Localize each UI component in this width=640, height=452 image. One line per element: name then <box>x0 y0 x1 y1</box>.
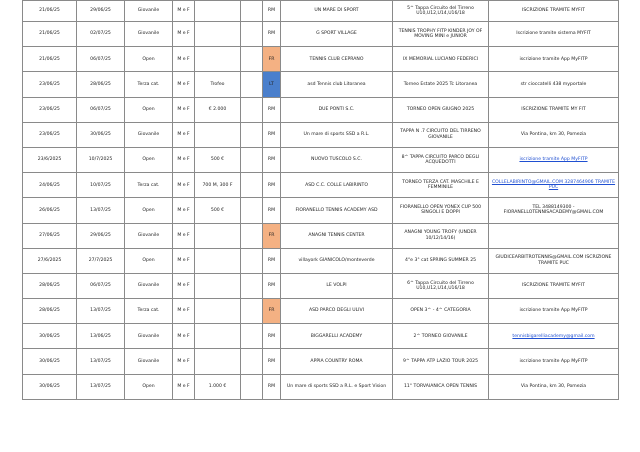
registration-cell: iscrizione tramite App MyFITP <box>489 299 619 324</box>
gender-cell: M e F <box>173 97 195 122</box>
spacer-cell <box>241 198 263 223</box>
category-cell: Giovanile <box>125 223 173 248</box>
club-cell: Un mare di sports SSD a R.L. <box>281 122 393 147</box>
gender-cell: M e F <box>173 122 195 147</box>
registration-cell: TEL 3488149300 - FIORANELLOTENNISACADEMY@GMAIL.COM <box>489 198 619 223</box>
table-row <box>23 299 619 324</box>
spacer-cell <box>241 324 263 349</box>
start-date-cell: 21/06/25 <box>23 22 77 47</box>
category-cell: Giovanile <box>125 273 173 298</box>
table-row <box>23 147 619 172</box>
province-cell: FR <box>263 47 281 72</box>
end-date-cell: 13/07/25 <box>77 349 125 374</box>
spacer-cell <box>241 22 263 47</box>
end-date-cell: 13/07/25 <box>77 198 125 223</box>
gender-cell: M e F <box>173 349 195 374</box>
start-date-cell: 24/06/25 <box>23 173 77 198</box>
gender-cell: M e F <box>173 223 195 248</box>
spacer-cell <box>241 1 263 22</box>
club-cell: UN MARE DI SPORT <box>281 1 393 22</box>
club-cell: TENNIS CLUB CEPRANO <box>281 47 393 72</box>
club-cell: Un mare di sports SSD a R.L. e Sport Vision <box>281 374 393 399</box>
registration-cell: GIUDICEARBITROTENNIS@GMAIL.COM ISCRIZIONE TRAMITE PUC <box>489 248 619 273</box>
end-date-cell: 10/7/2025 <box>77 147 125 172</box>
event-cell: ANAGNI YOUNG TROFY (UNDER 10/12/14/16) <box>393 223 489 248</box>
end-date-cell: 13/07/25 <box>77 374 125 399</box>
end-date-cell: 06/07/25 <box>77 273 125 298</box>
province-cell: RM <box>263 122 281 147</box>
spacer-cell <box>241 223 263 248</box>
prize-cell: Trofeo <box>195 72 241 97</box>
registration-cell[interactable]: COLLELABIRINTO@GMAIL.COM 3287464906 TRAMITE PUC <box>489 173 619 198</box>
club-cell: asd Tennis club Litoranea <box>281 72 393 97</box>
club-cell: villayork GIANICOLO/monteverde <box>281 248 393 273</box>
registration-cell <box>489 223 619 248</box>
registration-cell: Via Pontina, km 30, Pomezia <box>489 374 619 399</box>
prize-cell <box>195 47 241 72</box>
registration-cell: iscrizione tramite App MyFITP <box>489 349 619 374</box>
table-row <box>23 122 619 147</box>
category-cell: Open <box>125 198 173 223</box>
prize-cell: 500 € <box>195 147 241 172</box>
event-cell: 5^ Tappa Circuito del Tirreno U10,U12,U14,U16/18 <box>393 1 489 22</box>
prize-cell <box>195 22 241 47</box>
registration-cell: Via Pontina, km 30, Pomezia <box>489 122 619 147</box>
start-date-cell: 30/06/25 <box>23 324 77 349</box>
event-cell: 11° TORVAIANICA OPEN TENNIS <box>393 374 489 399</box>
prize-cell: 700 M, 300 F <box>195 173 241 198</box>
event-cell: TAPPA N .7 CIRCUITO DEL TIRRENO GIOVANILE <box>393 122 489 147</box>
event-cell: Torneo Estate 2025 Tc Litoranea <box>393 72 489 97</box>
prize-cell: € 2.000 <box>195 97 241 122</box>
table-row <box>23 22 619 47</box>
table-row <box>23 349 619 374</box>
province-cell: LT <box>263 72 281 97</box>
prize-cell: 500 € <box>195 198 241 223</box>
spacer-cell <box>241 173 263 198</box>
prize-cell <box>195 273 241 298</box>
category-cell: Open <box>125 147 173 172</box>
start-date-cell: 23/06/25 <box>23 97 77 122</box>
table-row <box>23 198 619 223</box>
prize-cell <box>195 299 241 324</box>
spacer-cell <box>241 349 263 374</box>
category-cell: Open <box>125 374 173 399</box>
gender-cell: M e F <box>173 324 195 349</box>
end-date-cell: 30/06/25 <box>77 122 125 147</box>
start-date-cell: 30/06/25 <box>23 374 77 399</box>
start-date-cell: 30/06/25 <box>23 349 77 374</box>
spacer-cell <box>241 248 263 273</box>
end-date-cell: 13/07/25 <box>77 299 125 324</box>
category-cell: Open <box>125 97 173 122</box>
club-cell: G SPORT VILLAGE <box>281 22 393 47</box>
prize-cell <box>195 1 241 22</box>
category-cell: Giovanile <box>125 122 173 147</box>
spacer-cell <box>241 374 263 399</box>
event-cell: 8^ TAPPA CIRCUITO PARCO DEGLI ACQUEDOTTI <box>393 147 489 172</box>
end-date-cell: 02/07/25 <box>77 22 125 47</box>
prize-cell: 1.000 € <box>195 374 241 399</box>
table-row <box>23 248 619 273</box>
spacer-cell <box>241 147 263 172</box>
gender-cell: M e F <box>173 22 195 47</box>
table-row <box>23 1 619 22</box>
province-cell: RM <box>263 374 281 399</box>
registration-cell: str cioccatelli 438 myportale <box>489 72 619 97</box>
club-cell: BIGGARELLI ACADEMY <box>281 324 393 349</box>
start-date-cell: 21/06/25 <box>23 1 77 22</box>
event-cell: OPEN 3^ - 4^ CATEGORIA <box>393 299 489 324</box>
province-cell: RM <box>263 147 281 172</box>
club-cell: ASD PARCO DEGLI ULIVI <box>281 299 393 324</box>
gender-cell: M e F <box>173 47 195 72</box>
registration-cell: iscrizione tramite App MyFITP <box>489 47 619 72</box>
table-row <box>23 47 619 72</box>
gender-cell: M e F <box>173 198 195 223</box>
event-cell: 6^ Tappa Circuito del Tirreno U10,U12,U14,U16/18 <box>393 273 489 298</box>
spacer-cell <box>241 97 263 122</box>
category-cell: Terza cat. <box>125 72 173 97</box>
end-date-cell: 29/06/25 <box>77 1 125 22</box>
club-cell: FIORANELLO TENNIS ACADEMY ASD <box>281 198 393 223</box>
province-cell: RM <box>263 97 281 122</box>
end-date-cell: 13/06/25 <box>77 324 125 349</box>
registration-cell[interactable]: iscrizione tramite App MyFITP <box>489 147 619 172</box>
club-cell: DUE PONTI S.C. <box>281 97 393 122</box>
province-cell: RM <box>263 349 281 374</box>
category-cell: Giovanile <box>125 22 173 47</box>
province-cell: FR <box>263 299 281 324</box>
gender-cell: M e F <box>173 1 195 22</box>
province-cell: RM <box>263 273 281 298</box>
table-row <box>23 173 619 198</box>
table-row <box>23 374 619 399</box>
gender-cell: M e F <box>173 299 195 324</box>
end-date-cell: 27/7/2025 <box>77 248 125 273</box>
province-cell: RM <box>263 173 281 198</box>
prize-cell <box>195 122 241 147</box>
club-cell: LE VOLPI <box>281 273 393 298</box>
end-date-cell: 29/06/25 <box>77 223 125 248</box>
province-cell: RM <box>263 324 281 349</box>
start-date-cell: 27/06/25 <box>23 223 77 248</box>
gender-cell: M e F <box>173 273 195 298</box>
category-cell: Giovanile <box>125 324 173 349</box>
start-date-cell: 26/06/25 <box>23 198 77 223</box>
event-cell: TORNEO TERZA CAT. MASCHILE E FEMMINILE <box>393 173 489 198</box>
club-cell: ANAGNI TENNIS CENTER <box>281 223 393 248</box>
category-cell: Open <box>125 47 173 72</box>
event-cell: 4°e 3° cat SPRING SUMMER 25 <box>393 248 489 273</box>
province-cell: RM <box>263 248 281 273</box>
registration-cell: ISCRIZIONE TRAMITE MYFIT <box>489 1 619 22</box>
start-date-cell: 21/06/25 <box>23 47 77 72</box>
end-date-cell: 06/07/25 <box>77 97 125 122</box>
table-row <box>23 223 619 248</box>
registration-cell[interactable]: tennisbigarelliacademy@gmail.com <box>489 324 619 349</box>
tournament-table <box>22 0 619 400</box>
category-cell: Giovanile <box>125 349 173 374</box>
end-date-cell: 28/06/25 <box>77 72 125 97</box>
event-cell: 2^ TORNEO GIOVANILE <box>393 324 489 349</box>
club-cell: NUOVO TUSCOLO S.C. <box>281 147 393 172</box>
start-date-cell: 28/06/25 <box>23 273 77 298</box>
category-cell: Terza cat. <box>125 173 173 198</box>
prize-cell <box>195 223 241 248</box>
table-row <box>23 273 619 298</box>
gender-cell: M e F <box>173 374 195 399</box>
spacer-cell <box>241 47 263 72</box>
table-row <box>23 324 619 349</box>
province-cell: RM <box>263 198 281 223</box>
registration-cell: Iscrizione tramite sistema MYFIT <box>489 22 619 47</box>
club-cell: ASD C.C. COLLE LABIRINTO <box>281 173 393 198</box>
prize-cell <box>195 324 241 349</box>
province-cell: RM <box>263 1 281 22</box>
prize-cell <box>195 349 241 374</box>
spacer-cell <box>241 122 263 147</box>
club-cell: APPIA COUNTRY ROMA <box>281 349 393 374</box>
category-cell: Giovanile <box>125 1 173 22</box>
gender-cell: M e F <box>173 147 195 172</box>
table-row <box>23 72 619 97</box>
spacer-cell <box>241 72 263 97</box>
end-date-cell: 10/07/25 <box>77 173 125 198</box>
event-cell: TORNEO OPEN GIUGNO 2025 <box>393 97 489 122</box>
start-date-cell: 23/06/25 <box>23 122 77 147</box>
registration-cell: ISCRIZIONE TRAMITE MYFIT <box>489 273 619 298</box>
end-date-cell: 06/07/25 <box>77 47 125 72</box>
spacer-cell <box>241 299 263 324</box>
event-cell: TENNIS TROPHY FITP KINDER JOY OF MOVING MINI e JUNIOR <box>393 22 489 47</box>
category-cell: Open <box>125 248 173 273</box>
category-cell: Terza cat. <box>125 299 173 324</box>
registration-cell: ISCRIZIONE TRAMITE MY FIT <box>489 97 619 122</box>
province-cell: FR <box>263 223 281 248</box>
start-date-cell: 28/06/25 <box>23 299 77 324</box>
table-row <box>23 97 619 122</box>
start-date-cell: 23/6/2025 <box>23 147 77 172</box>
gender-cell: M e F <box>173 173 195 198</box>
spacer-cell <box>241 273 263 298</box>
gender-cell: M e F <box>173 248 195 273</box>
prize-cell <box>195 248 241 273</box>
event-cell: 9^ TAPPA ATP LAZIO TOUR 2025 <box>393 349 489 374</box>
event-cell: IX MEMORIAL LUCIANO FEDERICI <box>393 47 489 72</box>
event-cell: FIORANELLO OPEN YONEX CUP 500 SINGOLI E DOPPI <box>393 198 489 223</box>
start-date-cell: 23/06/25 <box>23 72 77 97</box>
province-cell: RM <box>263 22 281 47</box>
start-date-cell: 27/6/2025 <box>23 248 77 273</box>
gender-cell: M e F <box>173 72 195 97</box>
